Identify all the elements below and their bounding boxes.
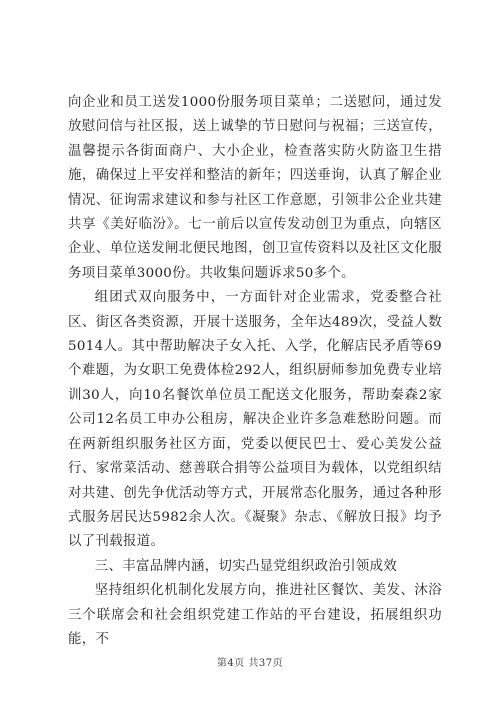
- document-body: [68, 91, 442, 652]
- paragraph-service-menu: 向企业和员工送发1000份服务项目菜单；二送慰问，通过发放慰问信与社区报，送上诚挚的节日慰问与祝福；三送宣传，温馨提示各街面商户、大小企业，检查落实防火防盗卫生措施，确保过上平安祥和整洁的新年；四送垂询，认真了解企业情况、征询需求建议和参与社区工作意愿，引领非公企业共建共享《美好临汾》。七一前后以宣传发动创卫为重点，向辖区企业、单位送发闸北便民地图，创卫宣传资料以及社区文化服务项目菜单3000份。共收集问题诉求50多个。: [68, 95, 442, 281]
- paragraph-organization-mechanism: 坚持组织化机制化发展方向，推进社区餐饮、美发、沐浴三个联席会和社会组织党建工作站的平台建设，拓展组织功能，不: [68, 583, 442, 647]
- section-heading-brand: 三、丰富品牌内涵，切实凸显党组织政治引领成效: [94, 558, 398, 574]
- page-footer: 第4页 共37页: [216, 658, 284, 669]
- paragraph-two-way-service: 组团式双向服务中，一方面针对企业需求，党委整合社区、街区各类资源，开展十送服务，全年达489次，受益人数5014人。其中帮助解决子女入托、入学，化解店民矛盾等69个难题，为女职工免费体检292人，组织厨师参加免费专业培训30人，向10名餐饮单位员工配送文化服务，帮助秦森2家公司12名员工申办公租房，解决企业许多急难愁盼问题。而在两新组织服务社区方面，党委以便民巴士、爱心美发公益行、家常菜活动、慈善联合捐等公益项目为载体，以党组织结对共建、创先争优活动等方式，开展常态化服务，通过各种形式服务居民达5982余人次。《凝聚》杂志、《解放日报》均予以了刊载报道。: [68, 290, 442, 550]
